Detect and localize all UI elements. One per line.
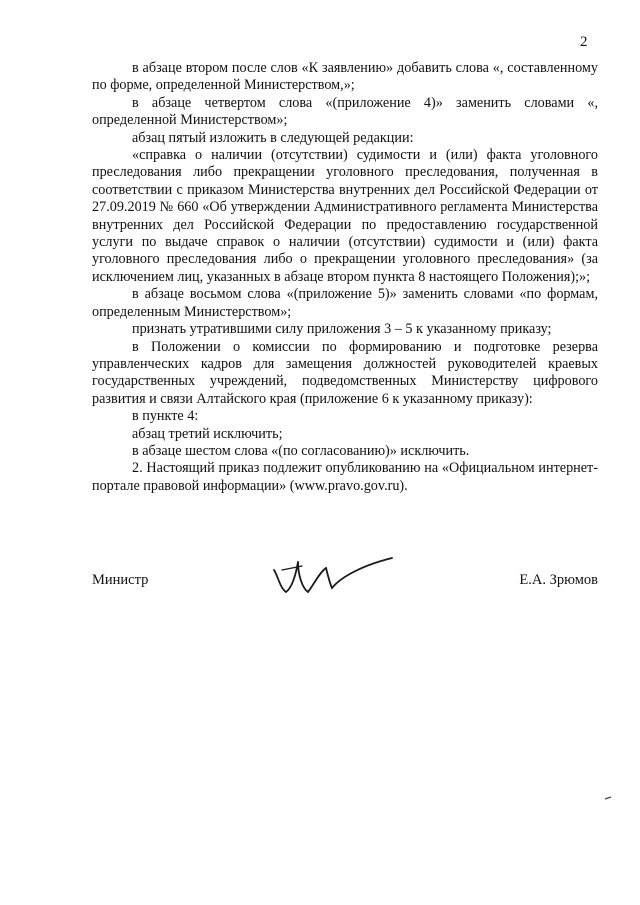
signature-block	[92, 548, 598, 608]
page-number: 2	[580, 34, 588, 50]
signer-title: Министр	[92, 572, 149, 588]
signer-name: Е.А. Зрюмов	[519, 572, 598, 588]
paragraph: абзац пятый изложить в следующей редакции:	[132, 129, 414, 146]
paragraph: в пункте 4:	[132, 408, 199, 425]
paragraph: в абзаце шестом слова «(по согласованию)» исключить.	[132, 442, 470, 459]
paragraph: в абзаце втором после слов «К заявлению» добавить слова «, составленному по форме, определенной Министерством,»;	[92, 60, 598, 94]
paragraph: признать утратившими силу приложения 3 – 5 к указанному приказу;	[132, 321, 552, 338]
paragraph: в абзаце четвертом слова «(приложение 4)» заменить словами «, определенной Министерством»;	[92, 94, 598, 129]
paragraph: абзац третий исключить;	[132, 425, 283, 442]
paragraph: в Положении о комиссии по формированию и подготовке резерва управленческих кадров для замещения должностей руководителей краевых государственных учреждений, подведомственных Министерству цифрового развития и связи Алтайского края (приложение 6 к указанному приказу):	[92, 338, 598, 407]
stray-mark	[604, 796, 612, 800]
document-body	[92, 60, 598, 495]
paragraph: «справка о наличии (отсутствии) судимости и (или) факта уголовного преследования либо прекращении уголовного преследования, полученная в соответствии с приказом Министерства внутренних дел Российской Федерации от 27.09.2019 № 660 «Об утверждении Административного регламента Министерства внутренних дел Российской Федерации по предоставлению государственной услуги по выдаче справок о наличии (отсутствии) судимости и (или) факта уголовного преследования либо о прекращении уголовного преследования» (за исключением лиц, указанных в абзаце втором пункта 8 настоящего Положения);»;	[92, 147, 598, 285]
handwritten-signature	[268, 548, 398, 598]
paragraph: 2. Настоящий приказ подлежит опубликованию на «Официальном интернет-портале правовой информации» (www.pravo.gov.ru).	[92, 460, 598, 494]
paragraph: в абзаце восьмом слова «(приложение 5)» заменить словами «по формам, определенным Министерством»;	[92, 286, 598, 320]
